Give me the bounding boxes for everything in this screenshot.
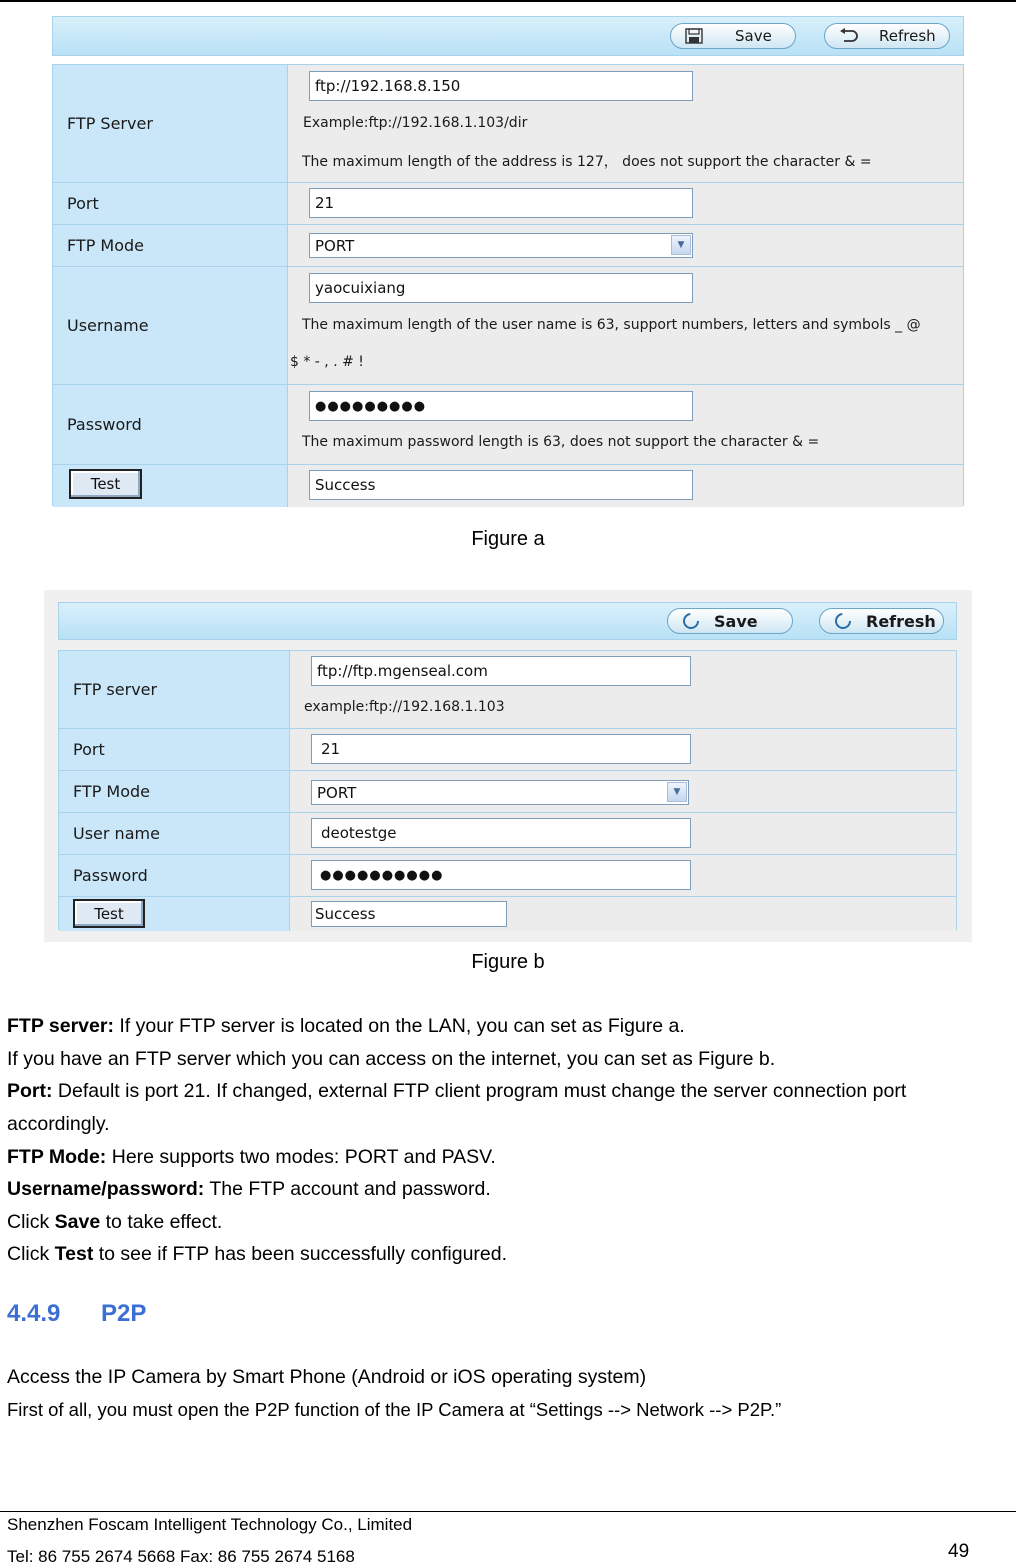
refresh-icon (832, 613, 854, 629)
figure-b-username-input[interactable]: deotestge (311, 818, 691, 848)
figure-a-username-cell (288, 267, 963, 384)
section-heading (7, 1300, 146, 1328)
chevron-down-icon[interactable]: ▼ (667, 782, 687, 802)
para-port (7, 1080, 906, 1103)
para-ftp-mode (7, 1146, 496, 1169)
figure-a-test-cell (53, 465, 288, 507)
figure-b-save-label: Save (714, 611, 758, 631)
figure-a-port-label: Port (53, 183, 288, 224)
para-click-save-term: Save (54, 1211, 101, 1233)
para-credentials-text: The FTP account and password. (204, 1178, 491, 1200)
section-title: P2P (101, 1300, 147, 1327)
page-number: 49 (948, 1541, 970, 1562)
floppy-disk-icon (683, 28, 705, 44)
para-click-save-pre: Click (7, 1211, 55, 1233)
figure-a-row-ftp-server (53, 65, 963, 183)
para-ftp-mode-text: Here supports two modes: PORT and PASV. (106, 1146, 496, 1168)
refresh-arrow-icon (837, 28, 859, 44)
figure-b-test-button[interactable]: Test (73, 899, 145, 928)
figure-a-row-ftp-mode (53, 225, 963, 267)
figure-a-password-label: Password (53, 385, 288, 464)
para-click-test-term: Test (54, 1243, 94, 1265)
para-ftp-server (7, 1015, 685, 1038)
figure-a-username-label: Username (53, 267, 288, 384)
figure-b-ftp-mode-value: PORT (317, 783, 357, 802)
figure-b-username-cell (290, 813, 956, 854)
para-port-cont: accordingly. (7, 1113, 110, 1135)
figure-b-result-field: Success (311, 901, 507, 927)
figure-b-result-cell (290, 897, 956, 931)
figure-b-row-test (59, 897, 956, 931)
footer-contact: Tel: 86 755 2674 5668 Fax: 86 755 2674 5168 (7, 1547, 355, 1563)
figure-a-ftp-server-input[interactable]: ftp://192.168.8.150 (309, 71, 693, 101)
figure-a-password-note: The maximum password length is 63, does not support the character & = (302, 434, 820, 450)
figure-a-port-input[interactable]: 21 (309, 188, 693, 218)
top-rule (0, 0, 1016, 2)
figure-b-password-label: Password (59, 855, 290, 896)
figure-b-test-cell (59, 897, 290, 931)
figure-a-ftp-server-note: The maximum length of the address is 127， does not support the character & = (302, 154, 872, 170)
footer-company: Shenzhen Foscam Intelligent Technology Co., Limited (7, 1515, 413, 1534)
para-click-test (7, 1243, 507, 1266)
para-click-test-post: to see if FTP has been successfully configured. (93, 1243, 508, 1265)
para-port-term: Port: (7, 1080, 53, 1102)
figure-b-port-label: Port (59, 729, 290, 770)
para-ftp-server-term: FTP server: (7, 1015, 114, 1037)
figure-a-ftp-server-cell (288, 65, 963, 182)
figure-b-row-username (59, 813, 956, 855)
figure-b-port-cell (290, 729, 956, 770)
figure-b-row-ftp-server (59, 651, 956, 729)
footer-rule (0, 1511, 1016, 1512)
para-click-save (7, 1211, 222, 1234)
figure-b-form (58, 650, 957, 930)
figure-a-ftp-mode-value: PORT (315, 236, 355, 255)
para-click-test-pre: Click (7, 1243, 55, 1265)
figure-b-row-ftp-mode (59, 771, 956, 813)
figure-a-toolbar (52, 16, 964, 56)
figure-b-ftp-server-example: example:ftp://192.168.1.103 (304, 699, 505, 715)
figure-a-ftp-server-label: FTP Server (53, 65, 288, 182)
figure-a-result-cell (288, 465, 963, 507)
figure-b (44, 590, 972, 942)
para-ftp-mode-term: FTP Mode: (7, 1146, 107, 1168)
figure-b-password-cell (290, 855, 956, 896)
figure-a-row-test (53, 465, 963, 507)
figure-a-row-username (53, 267, 963, 385)
figure-b-toolbar (58, 602, 957, 640)
figure-a-test-button[interactable]: Test (69, 469, 142, 499)
figure-b-username-label: User name (59, 813, 290, 854)
figure-a-refresh-button[interactable] (824, 23, 950, 49)
para-p2p-intro: Access the IP Camera by Smart Phone (Android or iOS operating system) (7, 1366, 647, 1388)
circular-arrow-icon (680, 613, 702, 629)
figure-a-ftp-server-example: Example:ftp://192.168.1.103/dir (303, 115, 528, 131)
figure-b-refresh-label: Refresh (866, 611, 936, 631)
figure-a-form (52, 64, 964, 506)
chevron-down-icon[interactable]: ▼ (671, 235, 691, 255)
figure-a-save-button[interactable] (670, 23, 796, 49)
figure-b-caption: Figure b (471, 951, 545, 973)
figure-a-result-field: Success (309, 470, 693, 500)
figure-b-ftp-mode-select[interactable] (311, 780, 689, 805)
section-number: 4.4.9 (7, 1300, 61, 1327)
figure-a-save-label: Save (735, 27, 772, 45)
figure-a-row-port (53, 183, 963, 225)
figure-b-save-button[interactable] (667, 608, 793, 634)
figure-b-ftp-mode-cell (290, 771, 956, 812)
figure-a-caption: Figure a (471, 528, 545, 550)
figure-a-password-input[interactable]: ●●●●●●●●● (309, 391, 693, 421)
para-p2p-setup: First of all, you must open the P2P function of the IP Camera at “Settings --> Network --> P2P.” (7, 1399, 782, 1420)
figure-b-ftp-server-cell (290, 651, 956, 728)
para-port-text: Default is port 21. If changed, external FTP client program must change the server connection port (52, 1080, 907, 1102)
figure-a (52, 16, 964, 506)
para-click-save-post: to take effect. (100, 1211, 223, 1233)
figure-b-ftp-server-label: FTP server (59, 651, 290, 728)
figure-a-username-note-cont: $ * - , . # ! (290, 354, 364, 370)
figure-a-refresh-label: Refresh (879, 27, 936, 45)
figure-a-port-cell (288, 183, 963, 224)
figure-b-refresh-button[interactable] (819, 608, 944, 634)
figure-a-ftp-mode-select[interactable] (309, 233, 693, 258)
figure-b-row-port (59, 729, 956, 771)
figure-a-ftp-mode-label: FTP Mode (53, 225, 288, 266)
para-credentials-term: Username/password: (7, 1178, 205, 1200)
figure-a-row-password (53, 385, 963, 465)
figure-b-password-input[interactable]: ●●●●●●●●●● (311, 860, 691, 890)
figure-b-ftp-server-input[interactable]: ftp://ftp.mgenseal.com (311, 656, 691, 686)
figure-a-password-cell (288, 385, 963, 464)
para-ftp-server-text: If your FTP server is located on the LAN, you can set as Figure a. (113, 1015, 685, 1037)
figure-a-username-input[interactable]: yaocuixiang (309, 273, 693, 303)
figure-b-port-input[interactable]: 21 (311, 734, 691, 764)
figure-a-ftp-mode-cell (288, 225, 963, 266)
para-credentials (7, 1178, 491, 1201)
figure-b-row-password (59, 855, 956, 897)
figure-a-username-note: The maximum length of the user name is 63, support numbers, letters and symbols _ @ (302, 317, 921, 333)
para-internet-ftp: If you have an FTP server which you can access on the internet, you can set as Figure b. (7, 1048, 776, 1070)
figure-b-ftp-mode-label: FTP Mode (59, 771, 290, 812)
